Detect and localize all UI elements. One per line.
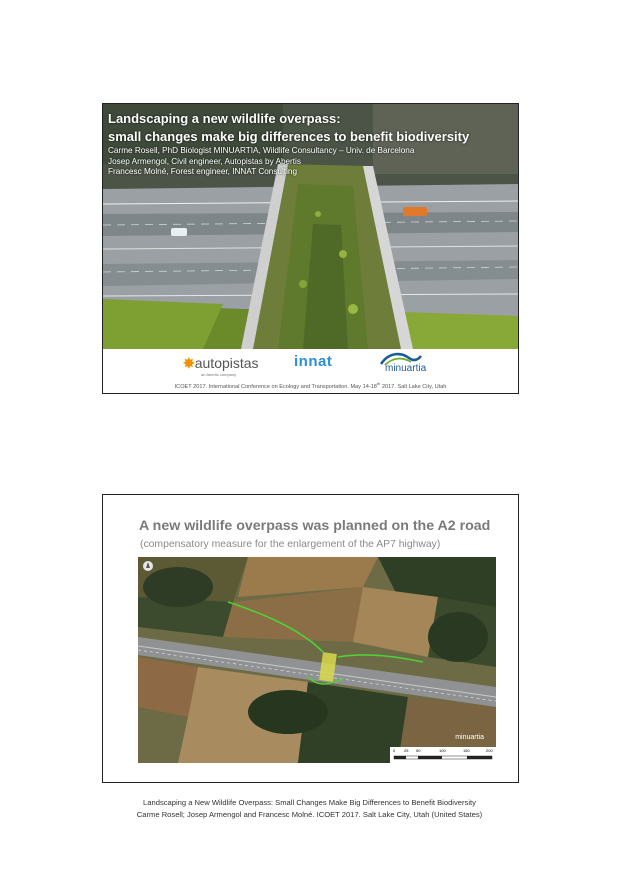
autopistas-tagline: an Abertis company [201,372,237,377]
title-line-2: small changes make big differences to benefit biodiversity [108,129,470,144]
title-block [108,110,469,178]
author-3: Francesc Molné, Forest engineer, INNAT Consulting [108,167,298,176]
innat-logo: innat [294,353,333,370]
slide-subtitle: (compensatory measure for the enlargement of the AP7 highway) [140,539,441,550]
autopistas-mark-icon: ✸ [183,355,195,371]
author-2: Josep Armengol, Civil engineer, Autopistas by Abertis [108,156,301,166]
map-watermark: minuartia [455,734,484,741]
title-slide [102,103,519,394]
scale-label-0: 0 [393,748,396,753]
sponsor-logos [103,349,518,379]
scale-bar [390,747,496,763]
scale-label-25: 25 [404,748,409,753]
scale-label-150: 150 [463,748,470,753]
page-caption [0,797,619,820]
conference-footer: ICOET 2017. International Conference on Ecology and Transportation. May 14-18th 2017. Salt Lake City, Utah [174,381,447,390]
aerial-map [138,557,496,763]
scale-label-100: 100 [439,748,446,753]
scale-label-200: 200 [486,748,493,753]
author-1: Carme Rosell, PhD Biologist MINUARTIA, Wildlife Consultancy – Univ. de Barcelona [108,146,415,155]
autopistas-logo: ✸autopistas an Abertis company [183,355,259,377]
scale-label-50: 50 [416,748,421,753]
caption-line-1: Landscaping a New Wildlife Overpass: Small Changes Make Big Differences to Benefit Biodiversity [143,798,476,807]
caption-line-2: Carme Rosell; Josep Armengol and Francesc Molné. ICOET 2017. Salt Lake City, Utah (United States) [136,809,483,819]
slide-title: A new wildlife overpass was planned on the A2 road [139,518,491,534]
title-line-1: Landscaping a new wildlife overpass: [108,111,341,126]
overview-slide [102,494,519,783]
minuartia-logo: minuartia [375,352,445,378]
